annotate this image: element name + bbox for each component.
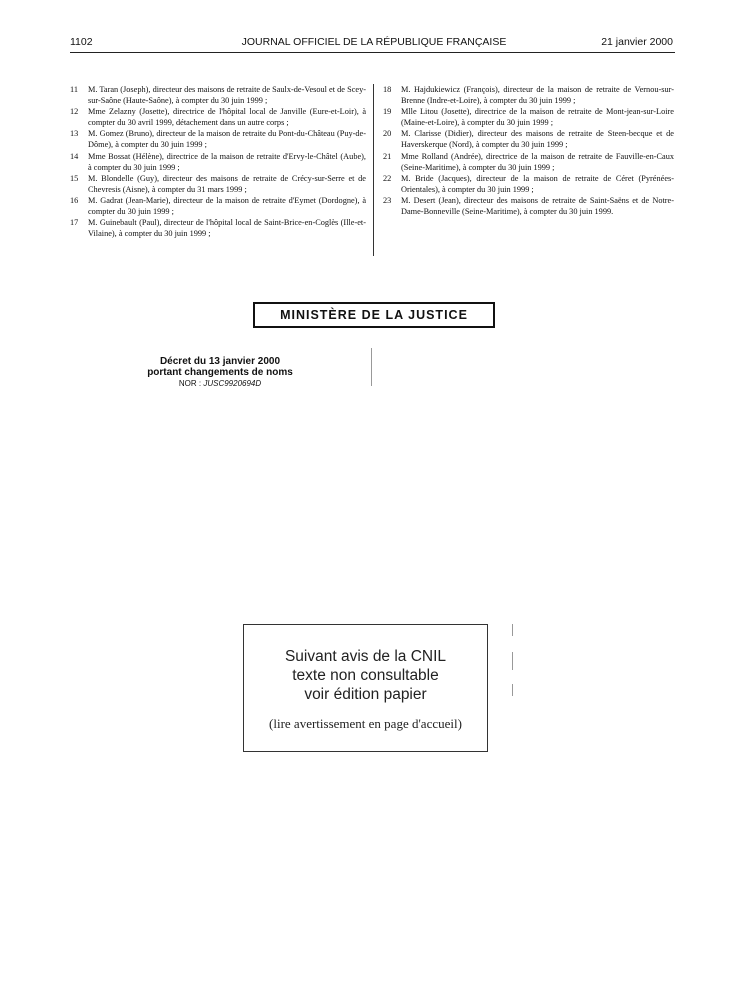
- item-number: 18: [383, 85, 392, 94]
- scan-mark: [371, 348, 372, 386]
- list-item: [70, 151, 366, 173]
- nor-code: JUSC9920694D: [203, 379, 262, 388]
- ministry-heading: MINISTÈRE DE LA JUSTICE: [280, 308, 468, 322]
- item-text: M. Desert (Jean), directeur des maisons de retraite de Saint-Saëns et de Notre-Dame-Bonneville (Seine-Maritime), à compter du 30 juin 1999.: [401, 195, 674, 217]
- list-item: [70, 195, 366, 217]
- item-text: Mme Rolland (Andrée), directrice de la maison de retraite de Fauville-en-Caux (Seine-Maritime), à compter du 30 juin 1999 ;: [401, 151, 674, 172]
- list-item: [383, 106, 674, 128]
- header-rule: [70, 52, 675, 53]
- issue-date: 21 janvier 2000: [601, 36, 673, 48]
- decree-title: Décret du 13 janvier 2000: [159, 356, 281, 367]
- scan-mark: [512, 624, 513, 636]
- item-number: 22: [383, 173, 392, 183]
- right-column: [383, 84, 674, 217]
- cnil-notice-note: (lire avertissement en page d'accueil): [269, 716, 462, 731]
- list-item: [383, 84, 674, 106]
- item-text: M. Hajdukiewicz (François), directeur de la maison de retraite de Vernou-sur-Brenne (Indre-et-Loire), à compter du 30 juin 1999 ;: [401, 85, 674, 106]
- item-number: 21: [383, 151, 392, 161]
- item-text: M. Taran (Joseph), directeur des maisons de retraite de Saulx-de-Vesoul et de Scey-sur-Saône (Haute-Saône), à compter du 30 juin 1999 ;: [88, 85, 366, 106]
- item-number: 13: [70, 129, 79, 139]
- cnil-notice-line: voir édition papier: [304, 686, 427, 703]
- item-number: 20: [383, 129, 392, 139]
- item-number: 12: [70, 107, 79, 117]
- item-text: M. Bride (Jacques), directeur de la maison de retraite de Céret (Pyrénées-Orientales), à compter du 30 juin 1999 ;: [401, 173, 674, 194]
- item-text: M. Gadrat (Jean-Marie), directeur de la maison de retraite d'Eymet (Dordogne), à compter du 30 juin 1999 ;: [88, 195, 366, 217]
- item-text: M. Gomez (Bruno), directeur de la maison de retraite du Pont-du-Château (Puy-de-Dôme), à compter du 30 juin 1999 ;: [88, 129, 366, 150]
- list-item: [383, 128, 674, 150]
- scan-mark: [512, 684, 513, 696]
- item-text: Mme Bossat (Hélène), directrice de la maison de retraite d'Ervy-le-Châtel (Aube), à compter du 30 juin 1999 ;: [88, 151, 366, 172]
- list-item: [70, 106, 366, 128]
- cnil-notice-line: texte non consultable: [292, 667, 439, 684]
- item-text: M. Guinebault (Paul), directeur de l'hôpital local de Saint-Brice-en-Coglès (Ille-et-Vilaine), à compter du 30 juin 1999 ;: [88, 218, 366, 239]
- page-number: 1102: [70, 36, 93, 48]
- item-number: 11: [70, 85, 78, 94]
- item-number: 17: [70, 218, 79, 228]
- ministry-heading-box: [253, 302, 495, 328]
- list-item: [383, 151, 674, 173]
- decree-heading: [130, 356, 310, 388]
- item-text: Mlle Litou (Josette), directrice de la maison de retraite de Mont-jean-sur-Loire (Maine-et-Loire), à compter du 30 juin 1999 ;: [401, 107, 674, 128]
- list-item: [383, 173, 674, 195]
- list-item: [70, 217, 366, 239]
- cnil-notice-box: [243, 624, 488, 752]
- cnil-notice-line: Suivant avis de la CNIL: [284, 648, 447, 665]
- item-number: 14: [70, 151, 79, 161]
- item-text: M. Clarisse (Didier), directeur des maisons de retraite de Steen-becque et de Haverskerque (Nord), à compter du 30 juin 1999 ;: [401, 129, 674, 150]
- item-text: Mme Zelazny (Josette), directrice de l'hôpital local de Janville (Eure-et-Loir), à compter du 30 avril 1999, détachement dans un autre corps ;: [88, 107, 366, 128]
- nor-label: NOR :: [178, 379, 202, 388]
- list-item: [70, 84, 366, 106]
- item-number: 19: [383, 107, 392, 117]
- item-number: 16: [70, 195, 79, 205]
- left-column: [70, 84, 366, 239]
- item-text: M. Blondelle (Guy), directeur des maisons de retraite de Crécy-sur-Serre et de Chevresis (Aisne), à compter du 31 mars 1999 ;: [88, 173, 366, 194]
- journal-title: JOURNAL OFFICIEL DE LA RÉPUBLIQUE FRANÇAISE: [241, 36, 507, 48]
- decree-subtitle: portant changements de noms: [147, 367, 293, 378]
- scan-mark: [512, 652, 513, 670]
- item-number: 23: [383, 195, 392, 205]
- nor-reference: [130, 379, 310, 388]
- list-item: [70, 128, 366, 150]
- item-number: 15: [70, 173, 79, 183]
- column-divider: [373, 84, 374, 256]
- list-item: [383, 195, 674, 217]
- list-item: [70, 173, 366, 195]
